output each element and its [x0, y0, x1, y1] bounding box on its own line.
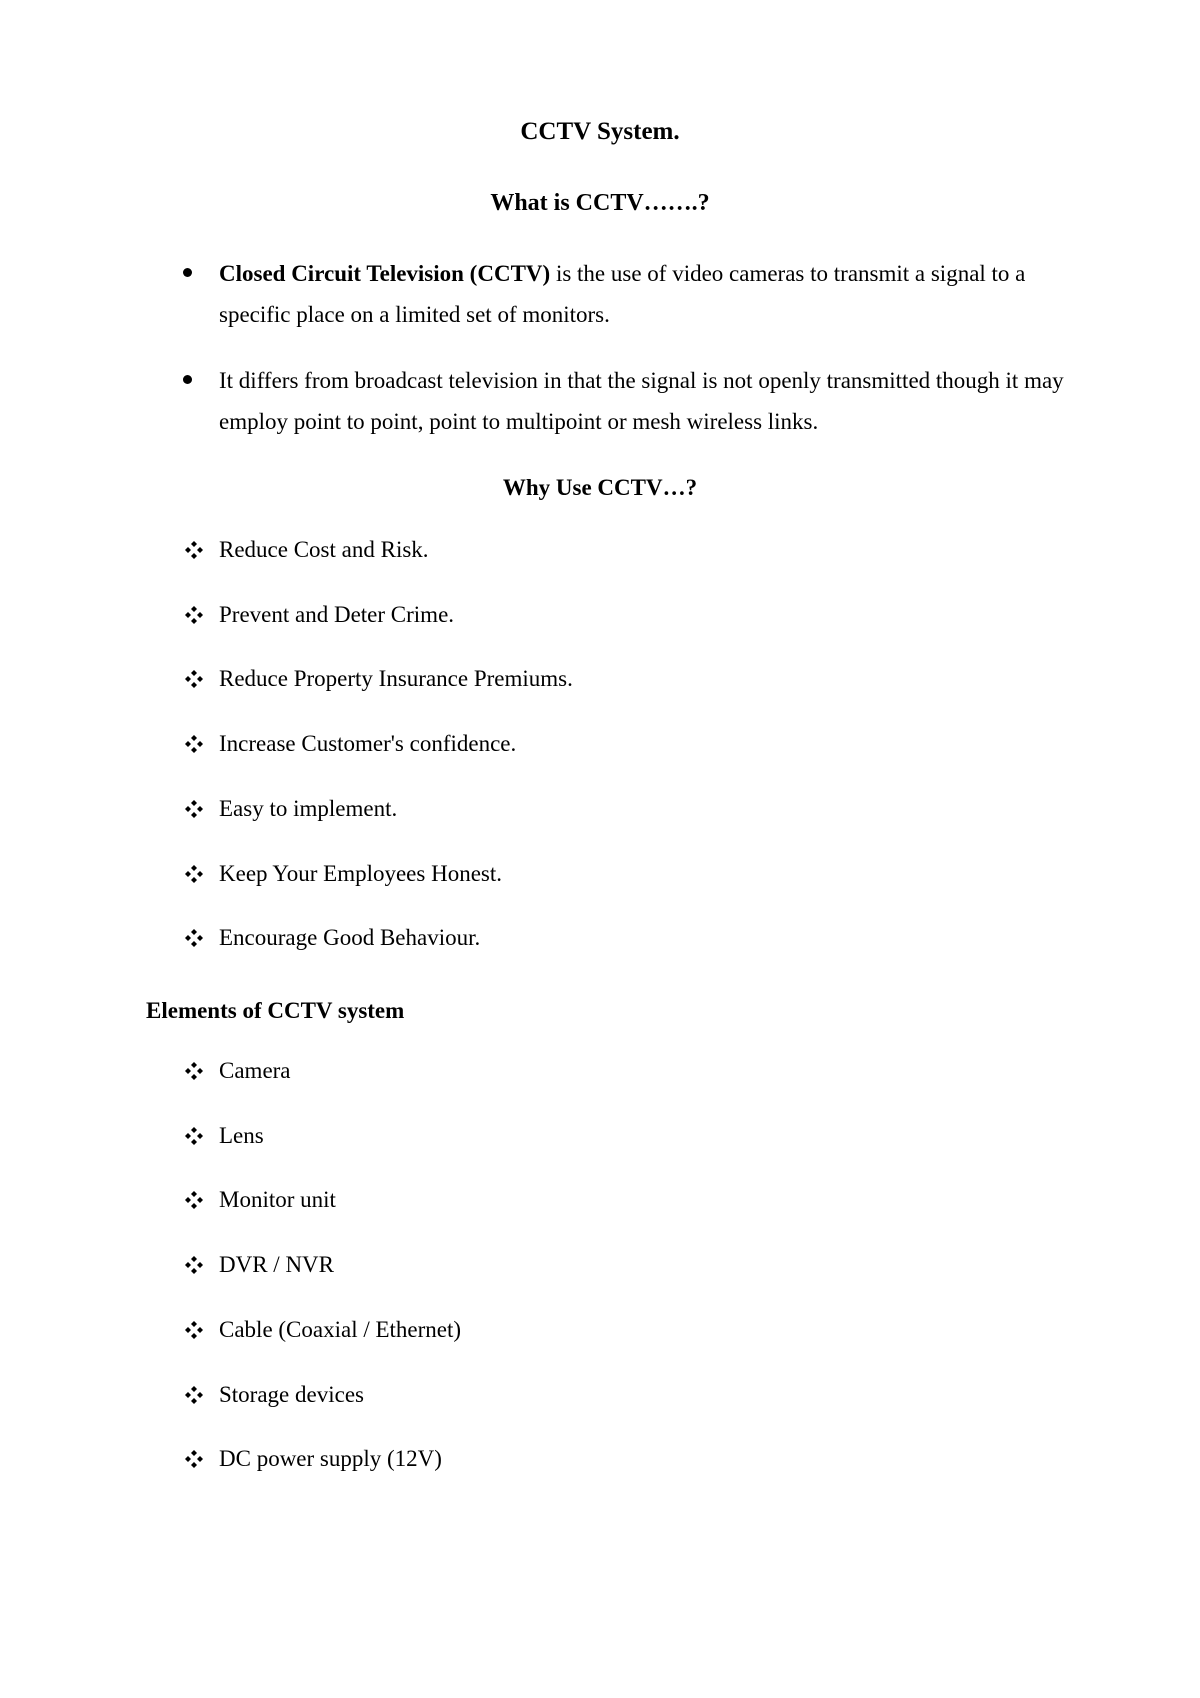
why-use-list-item: Reduce Property Insurance Premiums. — [219, 666, 573, 692]
four-diamond-bullet-icon — [184, 734, 204, 754]
four-diamond-bullet-icon — [184, 1385, 204, 1405]
four-diamond-bullet-icon — [184, 864, 204, 884]
definition-text: is the use of video cameras to transmit a signal to a specific place on a limited set of monitors. — [219, 261, 1026, 327]
elements-list-item: DC power supply (12V) — [219, 1446, 442, 1472]
elements-list-item: Storage devices — [219, 1381, 364, 1407]
why-use-list-item: Prevent and Deter Crime. — [219, 601, 455, 627]
four-diamond-bullet-icon — [184, 1255, 204, 1275]
section-heading-why-use-cctv: Why Use CCTV…? — [502, 475, 698, 500]
why-use-list-item: Keep Your Employees Honest. — [219, 860, 502, 886]
four-diamond-bullet-icon — [184, 1320, 204, 1340]
definition-paragraph — [219, 253, 1069, 335]
four-diamond-bullet-icon — [184, 605, 204, 625]
why-use-list-item: Encourage Good Behaviour. — [219, 925, 481, 951]
four-diamond-bullet-icon — [184, 1190, 204, 1210]
elements-list-item: Camera — [219, 1058, 291, 1083]
section-heading-what-is-cctv: What is CCTV…….? — [490, 190, 710, 216]
elements-list-item: DVR / NVR — [219, 1252, 335, 1278]
four-diamond-bullet-icon — [184, 540, 204, 560]
definition-term: Closed Circuit Television (CCTV) — [219, 261, 551, 286]
four-diamond-bullet-icon — [184, 1126, 204, 1146]
section-heading-elements: Elements of CCTV system — [146, 998, 405, 1023]
elements-list-item: Lens — [219, 1122, 264, 1148]
difference-paragraph — [219, 360, 1069, 442]
round-bullet-icon — [183, 375, 192, 384]
why-use-list-item: Reduce Cost and Risk. — [219, 537, 429, 562]
difference-text: It differs from broadcast television in that the signal is not openly transmitted though it may employ point to point, point to multipoint or mesh wireless links. — [219, 368, 1064, 434]
document-title: CCTV System. — [520, 118, 680, 145]
four-diamond-bullet-icon — [184, 799, 204, 819]
round-bullet-icon — [183, 268, 192, 277]
four-diamond-bullet-icon — [184, 1061, 204, 1081]
elements-list-item: Cable (Coaxial / Ethernet) — [219, 1316, 462, 1342]
four-diamond-bullet-icon — [184, 928, 204, 948]
why-use-list-item: Increase Customer's confidence. — [219, 731, 517, 757]
why-use-list-item: Easy to implement. — [219, 795, 398, 821]
four-diamond-bullet-icon — [184, 1449, 204, 1469]
elements-list-item: Monitor unit — [219, 1187, 336, 1213]
four-diamond-bullet-icon — [184, 669, 204, 689]
